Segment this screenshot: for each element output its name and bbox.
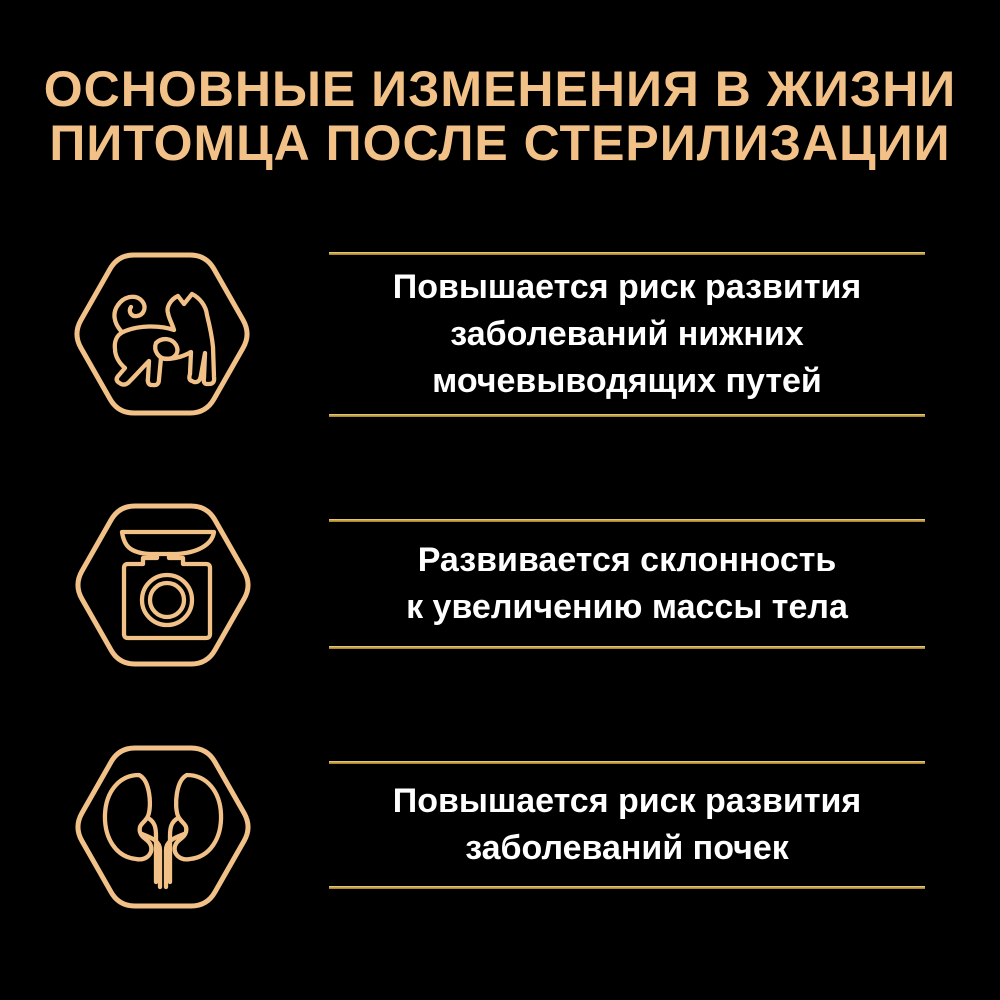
divider-line — [329, 414, 925, 417]
text-panel-urinary — [329, 252, 925, 417]
text-panel-kidney — [329, 761, 925, 889]
text-line: Повышается риск развития — [392, 782, 862, 820]
text-line: мочевыводящих путей — [432, 362, 822, 400]
scale-icon — [69, 500, 257, 670]
text-line: к увеличению массы тела — [406, 588, 848, 626]
title-line-1: ОСНОВНЫЕ ИЗМЕНЕНИЯ В ЖИЗНИ — [43, 61, 957, 117]
text-line: Развивается склонность — [417, 541, 837, 579]
hexagon-frame — [78, 748, 248, 906]
cat-icon — [68, 249, 256, 419]
kidneys-icon — [69, 742, 257, 912]
divider-line — [329, 886, 925, 889]
page-title — [0, 62, 1000, 170]
section-text — [329, 522, 925, 646]
text-line: заболеваний почек — [465, 829, 789, 867]
hexagon-frame — [77, 255, 247, 413]
text-line: заболеваний нижних — [450, 315, 804, 353]
divider-line — [329, 646, 925, 649]
title-line-2: ПИТОМЦА ПОСЛЕ СТЕРИЛИЗАЦИИ — [49, 115, 951, 171]
text-line: Повышается риск развития — [392, 268, 862, 306]
section-text — [329, 764, 925, 886]
section-text — [329, 255, 925, 414]
text-panel-weight — [329, 519, 925, 649]
